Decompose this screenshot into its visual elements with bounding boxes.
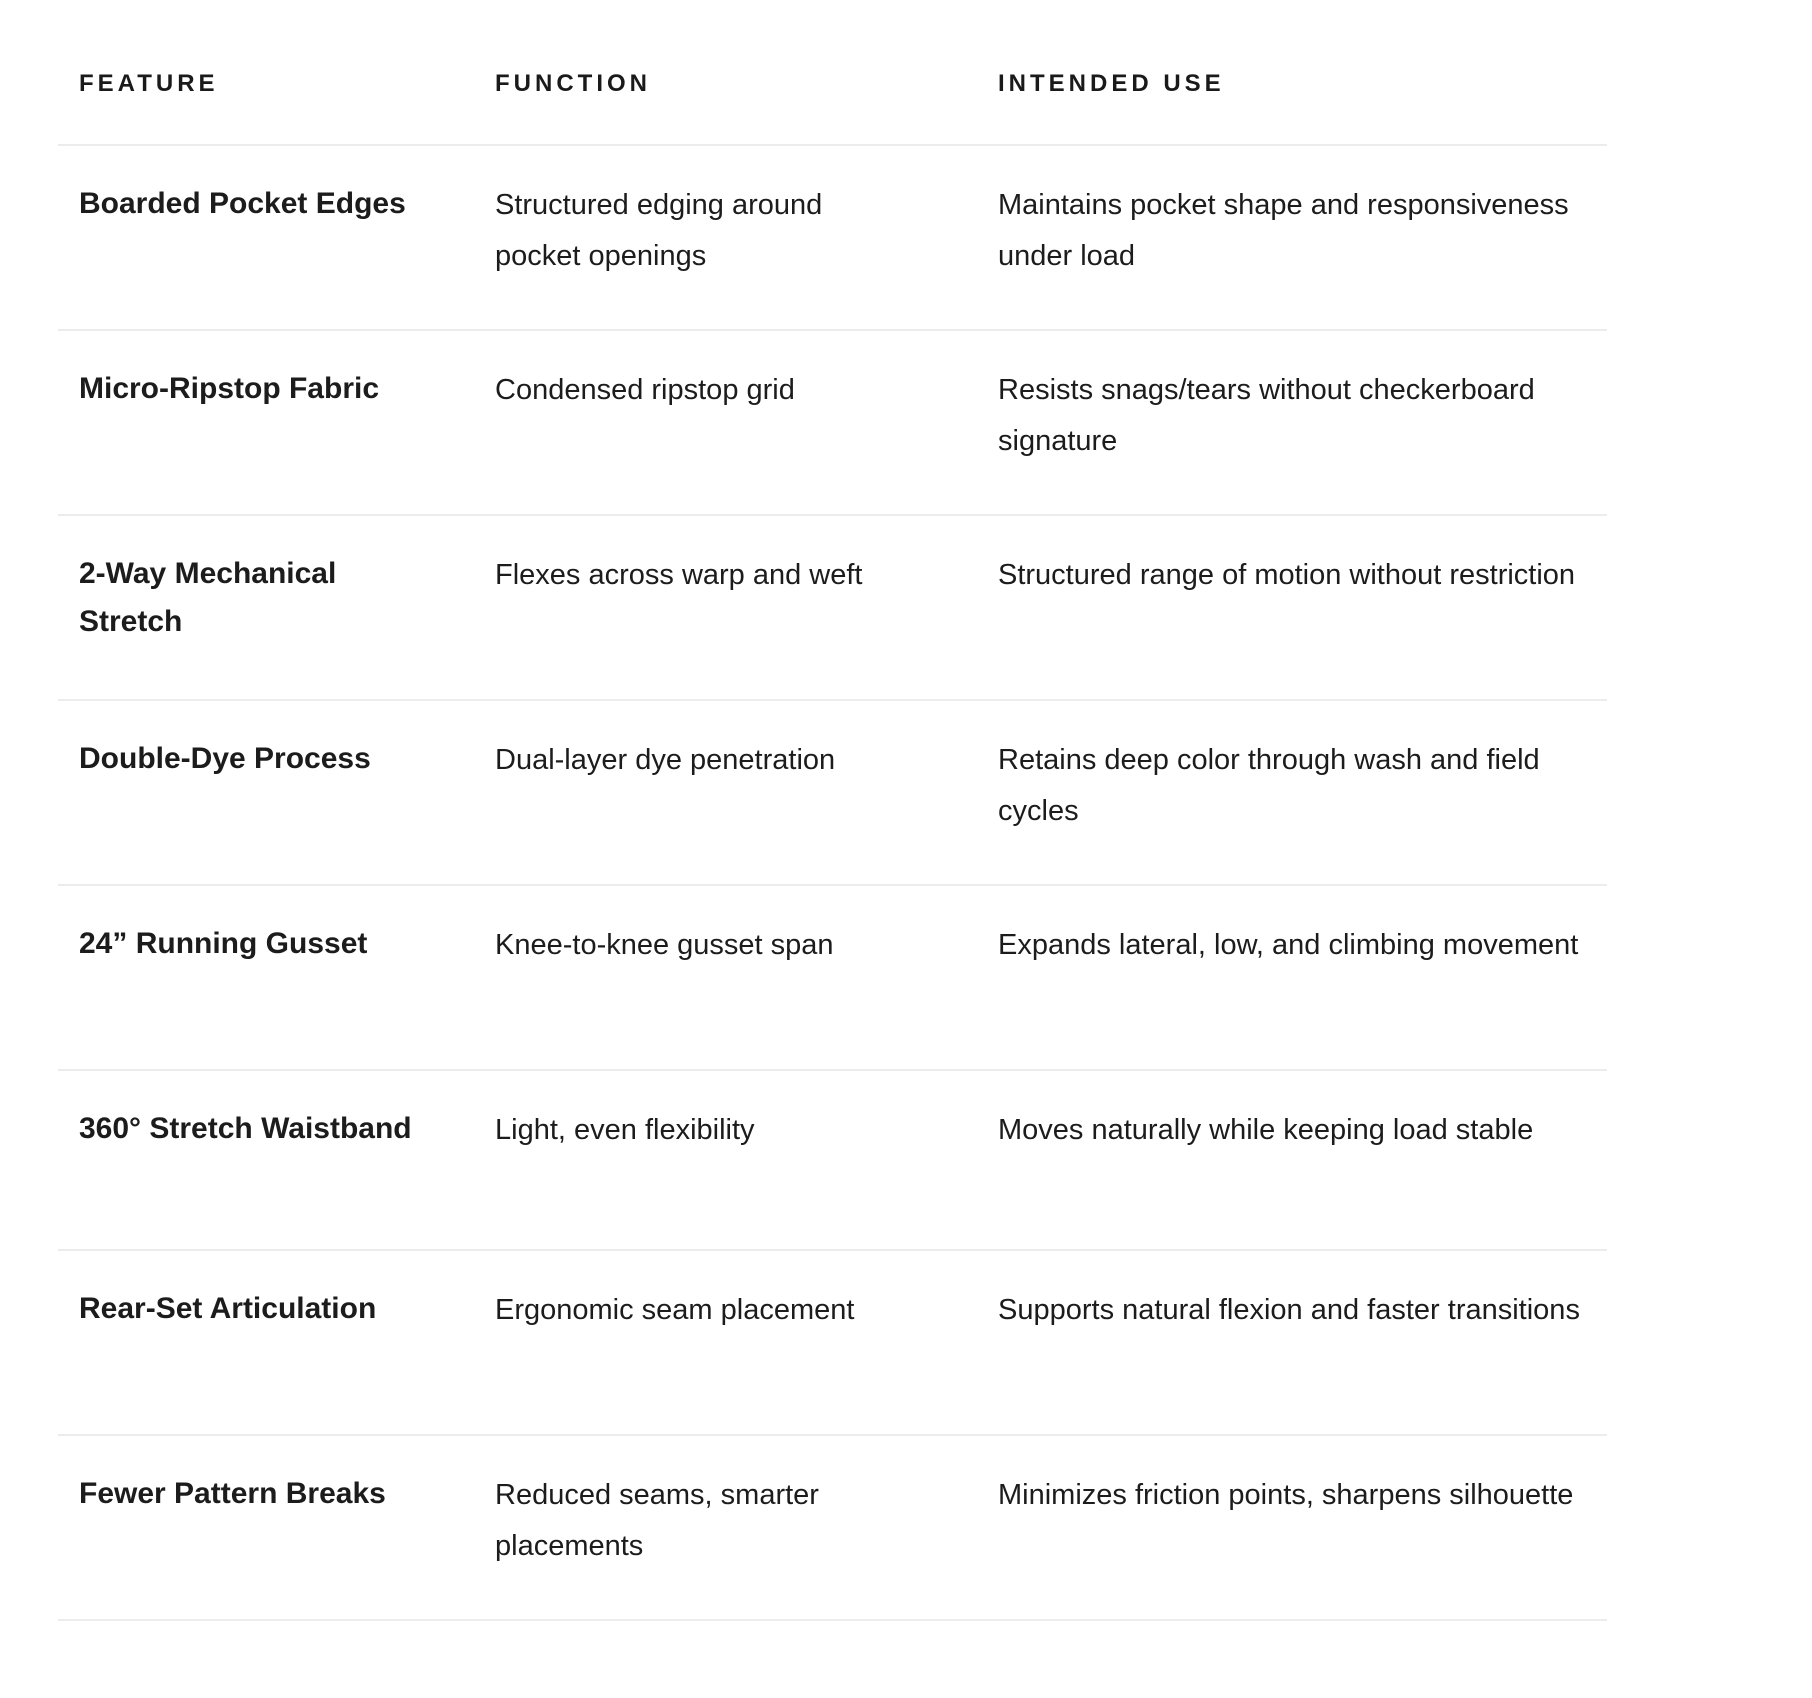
intended-use-cell	[998, 885, 1607, 1070]
function-cell	[495, 1435, 998, 1620]
feature-name: Boarded Pocket Edges	[79, 187, 406, 220]
intended-use-text: Structured range of motion without restriction	[998, 559, 1576, 591]
intended-use-text: Minimizes friction points, sharpens silhouette	[998, 1479, 1574, 1511]
intended-use-cell	[998, 1250, 1607, 1435]
feature-spec-table	[58, 38, 1607, 1621]
feature-cell	[58, 145, 495, 330]
feature-name: 360° Stretch Waistband	[79, 1112, 412, 1145]
intended-use-cell	[998, 330, 1607, 515]
feature-name: Fewer Pattern Breaks	[79, 1477, 386, 1510]
header-intended-use: INTENDED USE	[998, 38, 1607, 145]
table-row	[58, 1250, 1607, 1435]
function-text: Condensed ripstop grid	[495, 374, 795, 406]
function-cell	[495, 515, 998, 700]
table-body	[58, 145, 1607, 1620]
table-row	[58, 1435, 1607, 1620]
intended-use-cell	[998, 1435, 1607, 1620]
intended-use-text: Supports natural flexion and faster transitions	[998, 1294, 1580, 1326]
function-text: Reduced seams, smarter placements	[495, 1479, 819, 1562]
header-feature: FEATURE	[58, 38, 495, 145]
feature-name: Micro-Ripstop Fabric	[79, 372, 380, 405]
intended-use-cell	[998, 1070, 1607, 1250]
intended-use-text: Moves naturally while keeping load stable	[998, 1114, 1534, 1146]
function-cell	[495, 700, 998, 885]
feature-cell	[58, 1435, 495, 1620]
table-row	[58, 145, 1607, 330]
function-text: Flexes across warp and weft	[495, 559, 863, 591]
function-cell	[495, 1250, 998, 1435]
feature-cell	[58, 515, 495, 700]
function-text: Ergonomic seam placement	[495, 1294, 855, 1326]
table-header	[58, 38, 1607, 145]
table-row	[58, 885, 1607, 1070]
function-text: Structured edging around pocket openings	[495, 189, 823, 272]
intended-use-text: Resists snags/tears without checkerboard signature	[998, 374, 1535, 457]
table-row	[58, 515, 1607, 700]
header-function: FUNCTION	[495, 38, 998, 145]
function-text: Knee-to-knee gusset span	[495, 929, 834, 961]
function-cell	[495, 145, 998, 330]
intended-use-text: Maintains pocket shape and responsiveness under load	[998, 189, 1569, 272]
header-row	[58, 38, 1607, 145]
feature-name: 2-Way Mechanical Stretch	[79, 557, 337, 638]
function-text: Light, even flexibility	[495, 1114, 755, 1146]
function-cell	[495, 1070, 998, 1250]
feature-cell	[58, 885, 495, 1070]
intended-use-cell	[998, 145, 1607, 330]
feature-name: Rear-Set Articulation	[79, 1292, 377, 1325]
feature-name: Double-Dye Process	[79, 742, 371, 775]
table-row	[58, 1070, 1607, 1250]
function-cell	[495, 885, 998, 1070]
intended-use-text: Expands lateral, low, and climbing movement	[998, 929, 1579, 961]
table-row	[58, 330, 1607, 515]
feature-cell	[58, 700, 495, 885]
intended-use-cell	[998, 515, 1607, 700]
feature-name: 24” Running Gusset	[79, 927, 368, 960]
feature-cell	[58, 1070, 495, 1250]
intended-use-text: Retains deep color through wash and field cycles	[998, 744, 1540, 827]
feature-cell	[58, 330, 495, 515]
feature-cell	[58, 1250, 495, 1435]
function-text: Dual-layer dye penetration	[495, 744, 836, 776]
intended-use-cell	[998, 700, 1607, 885]
table-row	[58, 700, 1607, 885]
function-cell	[495, 330, 998, 515]
